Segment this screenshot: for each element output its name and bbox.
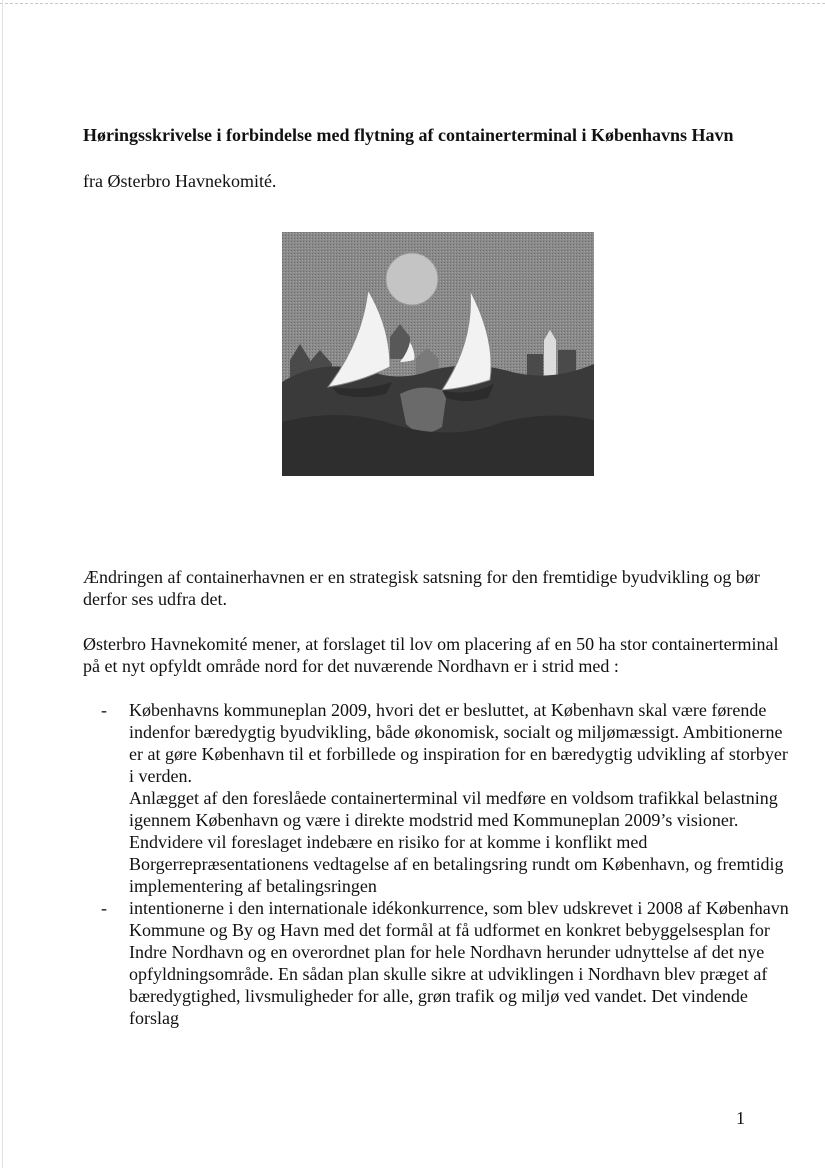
list-item-paragraph: intentionerne i den internationale idékonkurrence, som blev udskrevet i 2008 af København Kommune og By og Havn med det formål at få udformet en konkret bebyggelsesplan for Indre Nordhavn og en overordnet plan for hele Nordhavn herunder udnyttelse af det nye opfyldningsområde. En sådan plan skulle sikre at udviklingen i Nordhavn blev præget af bæredygtighed, livsmuligheder for alle, grøn trafik og miljø ved vandet. Det vindende forslag — [129, 898, 789, 1028]
document-title: Høringsskrivelse i forbindelse med flytning af containerterminal i Københavns Havn — [83, 125, 734, 145]
bullet-dash: - — [101, 898, 107, 918]
scan-edge-left — [2, 0, 3, 1168]
moon-shape — [386, 253, 438, 305]
harbour-sailboats-illustration — [282, 232, 594, 476]
list-item — [83, 699, 793, 897]
intro-paragraph: Ændringen af containerhavnen er en strategisk satsning for den fremtidige byudvikling og bør derfor ses udfra det. — [83, 567, 760, 609]
list-item-paragraph: Endvidere vil foreslaget indebære en risiko for at komme i konflikt med Borgerrepræsentationens vedtagelse af en betalingsring rundt om København, og fremtidig implementering af betalingsringen — [129, 832, 784, 896]
page-number: 1 — [736, 1108, 745, 1128]
bullet-dash: - — [101, 700, 107, 720]
list-item — [83, 897, 793, 1029]
scan-edge-top — [0, 3, 825, 4]
position-paragraph: Østerbro Havnekomité mener, at forslaget til lov om placering af en 50 ha stor containerterminal på et nyt opfyldt område nord for det nuværende Nordhavn er i strid med : — [83, 634, 779, 676]
list-item-paragraph: Københavns kommuneplan 2009, hvori det er besluttet, at København skal være førende indenfor bæredygtig byudvikling, både økonomisk, socialt og miljømæssigt. Ambitionerne er at gøre København til et forbillede og inspiration for en bæredygtig udvikling af storbyer i verden. — [129, 700, 788, 786]
objection-list — [83, 699, 793, 1029]
list-item-paragraph: Anlægget af den foreslåede containerterminal vil medføre en voldsom trafikkal belastning igennem København og være i direkte modstrid med Kommuneplan 2009’s visioner. — [129, 788, 778, 830]
document-subtitle: fra Østerbro Havnekomité. — [83, 171, 277, 191]
